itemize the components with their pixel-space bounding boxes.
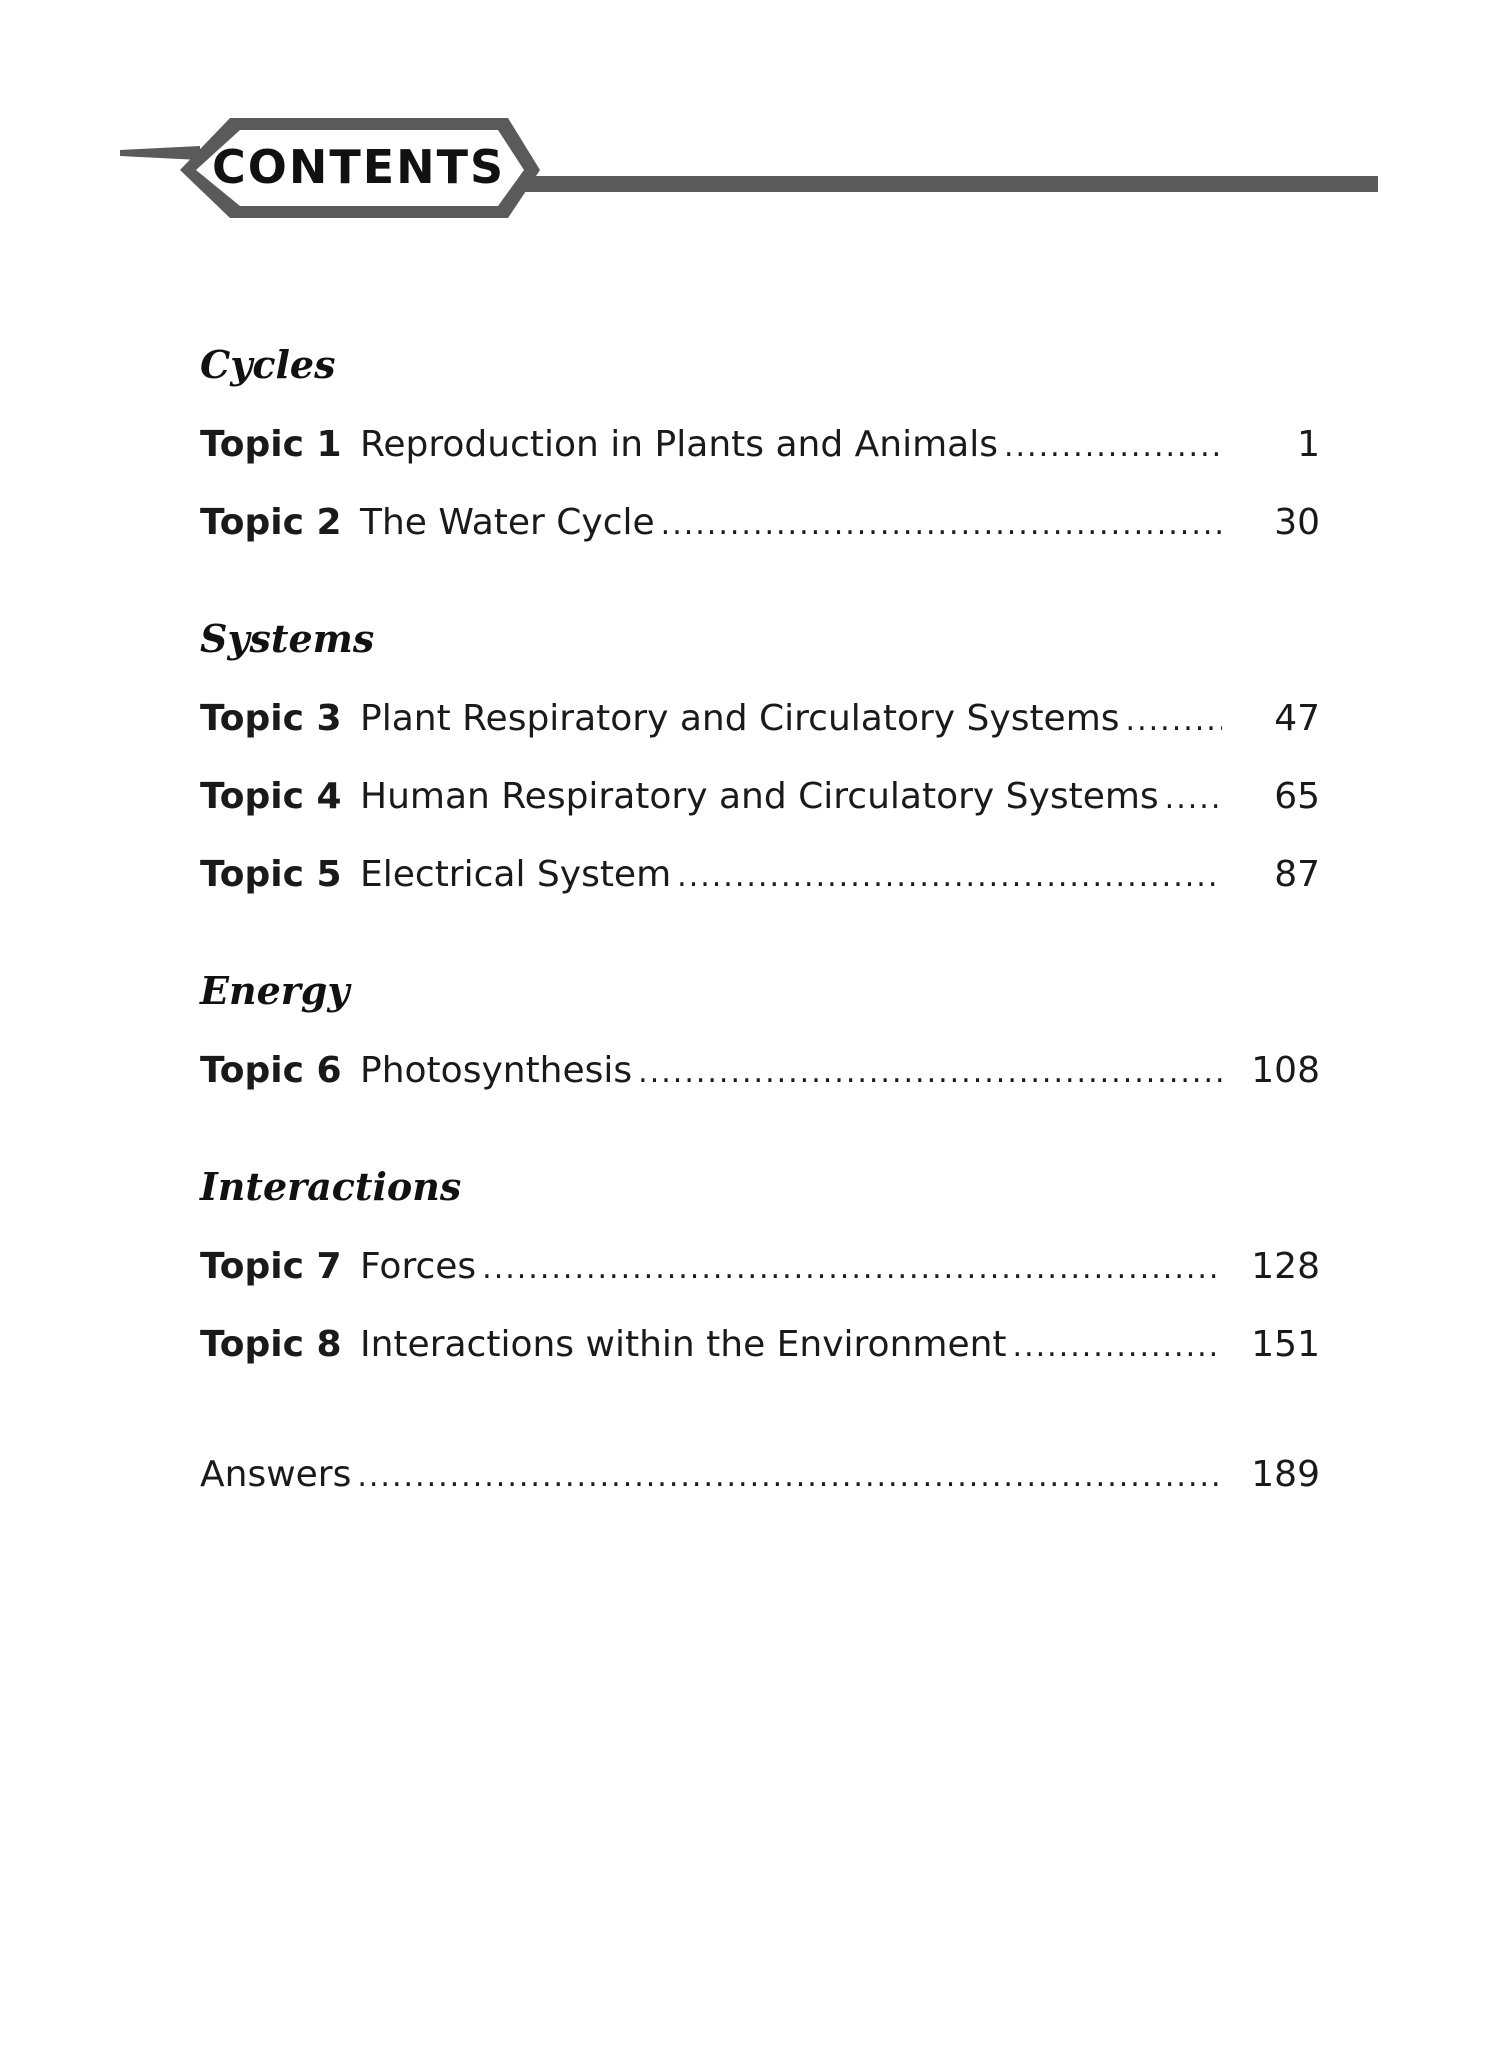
section-energy [200,966,1320,1110]
contents-title: CONTENTS [212,140,506,194]
dot-leader [1013,1308,1222,1386]
page-number: 65 [1274,776,1320,817]
dot-leader [661,486,1222,564]
toc-entry[interactable] [200,1306,1320,1384]
dot-leader [677,838,1222,916]
table-of-contents [200,340,1320,1514]
topic-label: Topic 6 [200,1050,342,1091]
dot-leader [1126,682,1222,760]
topic-title: Forces [360,1246,477,1287]
page-number: 87 [1274,854,1320,895]
topic-label: Topic 4 [200,776,342,817]
page-number: 189 [1251,1454,1320,1495]
contents-banner [0,0,1497,240]
section-title: Systems [200,616,375,661]
toc-entry[interactable] [200,1228,1320,1306]
page-number: 128 [1251,1246,1320,1287]
topic-label: Topic 7 [200,1246,342,1287]
topic-label: Topic 1 [200,424,342,465]
page-number: 1 [1297,424,1320,465]
topic-label: Topic 2 [200,502,342,543]
topic-title: Human Respiratory and Circulatory Systems [360,776,1159,817]
banner-bar [500,176,1378,192]
topic-title: Photosynthesis [360,1050,633,1091]
topic-label: Topic 5 [200,854,342,895]
section-systems [200,614,1320,914]
topic-title: Plant Respiratory and Circulatory Systems [360,698,1120,739]
answers-title: Answers [200,1454,352,1495]
toc-entry[interactable] [200,1032,1320,1110]
banner-left-tail [120,146,200,160]
page-number: 151 [1251,1324,1320,1365]
toc-entry[interactable] [200,406,1320,484]
section-title: Interactions [200,1164,462,1209]
topic-title: The Water Cycle [360,502,655,543]
page-number: 47 [1274,698,1320,739]
toc-entry[interactable] [200,484,1320,562]
section-title: Cycles [200,342,336,387]
topic-label: Topic 3 [200,698,342,739]
toc-entry[interactable] [200,758,1320,836]
topic-label: Topic 8 [200,1324,342,1365]
answers-entry[interactable] [200,1436,1320,1514]
dot-leader [1165,760,1222,838]
section-cycles [200,340,1320,562]
page-number: 108 [1251,1050,1320,1091]
section-title: Energy [200,968,350,1013]
toc-entry[interactable] [200,836,1320,914]
section-interactions [200,1162,1320,1384]
dot-leader [357,1438,1222,1516]
topic-title: Reproduction in Plants and Animals [360,424,998,465]
dot-leader [1004,408,1222,486]
topic-title: Interactions within the Environment [360,1324,1007,1365]
topic-title: Electrical System [360,854,672,895]
dot-leader [638,1034,1222,1112]
dot-leader [482,1230,1222,1308]
toc-entry[interactable] [200,680,1320,758]
page-number: 30 [1274,502,1320,543]
